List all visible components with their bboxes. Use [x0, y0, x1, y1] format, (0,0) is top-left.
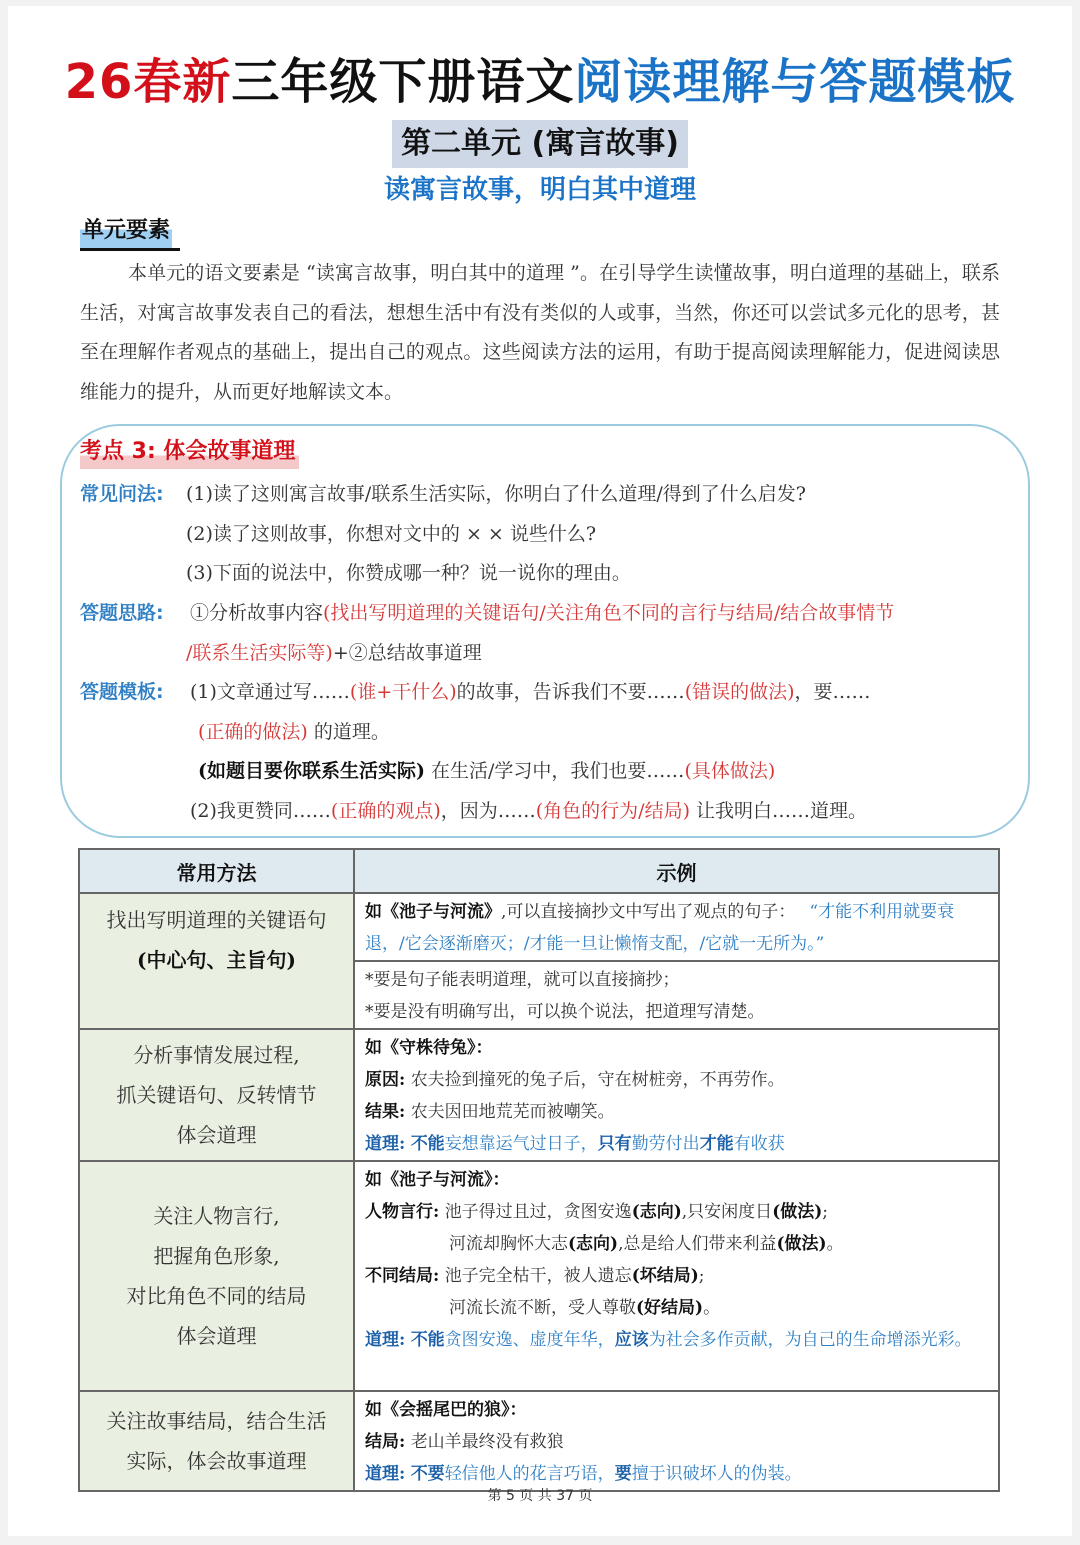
example-quote: “才能不利用就要衰退，/它会逐渐磨灭；/才能一旦让懒惰支配，/它就一无所为。”	[365, 902, 955, 954]
lesson-strong: 不要	[410, 1464, 445, 1484]
example-line	[355, 1228, 998, 1260]
tpl-red: (具体做法)	[684, 760, 776, 782]
label-lesson: 道理:	[365, 1134, 406, 1154]
lesson-text: 贪图安逸、虚度年华，	[444, 1330, 615, 1350]
thinking-detail-cont: /联系生活实际等)	[186, 642, 333, 664]
ending-text: ;	[698, 1266, 705, 1286]
thinking-line-2	[186, 638, 482, 668]
words-tag: (志向)	[631, 1202, 682, 1222]
words-tag: (做法)	[772, 1202, 823, 1222]
method-cell	[79, 893, 354, 1029]
note-1: *要是句子能表明道理，就可以直接摘抄；	[365, 970, 680, 990]
example-cell	[354, 1161, 999, 1391]
thinking-step-1: ①分析故事内容	[190, 602, 324, 624]
tpl-red: (正确的观点)	[330, 800, 441, 822]
method-line: 关注故事结局，结合生活	[106, 1409, 327, 1433]
lesson-strong: 不能	[410, 1330, 445, 1350]
subtitle: 读寓言故事，明白其中道理	[383, 175, 696, 205]
method-cell	[79, 1161, 354, 1391]
words-tag: (做法)	[776, 1234, 827, 1254]
ending-text: 河流长流不断，受人尊敬	[449, 1298, 636, 1318]
method-cell	[79, 1391, 354, 1491]
words-text: 池子得过且过，贪图安逸	[444, 1202, 632, 1222]
lesson-strong: 要	[614, 1464, 632, 1484]
label-lesson: 道理:	[365, 1464, 406, 1484]
header-method: 常用方法	[79, 849, 354, 893]
title-part-3: 阅读理解与答题模板	[574, 54, 1016, 110]
lesson-text: 勤劳付出	[631, 1134, 700, 1154]
lesson-text: 轻信他人的花言巧语，	[444, 1464, 615, 1484]
ending-tag: (好结局)	[636, 1298, 704, 1318]
note-2: *要是没有明确写出，可以换个说法，把道理写清楚。	[365, 1002, 765, 1022]
example-line	[355, 1260, 998, 1292]
page-footer: 第 5 页 共 37 页	[487, 1488, 593, 1504]
method-line: 把握角色形象,	[153, 1244, 280, 1268]
lesson-strong: 应该	[614, 1330, 649, 1350]
table-row	[79, 1391, 999, 1491]
example-desc: ,可以直接摘抄文中写出了观点的句子：	[501, 902, 796, 922]
lesson-text: 擅于识破坏人的伪装。	[631, 1464, 802, 1484]
tpl-red: (错误的做法)	[684, 681, 795, 703]
thinking-detail: (找出写明道理的关键语句/关注角色不同的言行与结局/结合故事情节	[323, 602, 895, 624]
tpl-red: (正确的做法)	[198, 721, 308, 743]
example-cell	[354, 1029, 999, 1161]
page-title	[0, 52, 1080, 112]
thinking-label: 答题思路:	[80, 602, 164, 624]
ending-text: 老山羊最终没有救狼	[410, 1432, 564, 1452]
methods-table	[78, 848, 1000, 1492]
label-ending: 不同结局:	[365, 1266, 440, 1286]
example-title-text: 如《守株待兔》：	[365, 1038, 493, 1058]
question-3: (3)下面的说法中，你赞成哪一种？说一说你的理由。	[186, 562, 631, 584]
words-text: ,总是给人们带来利益	[618, 1234, 777, 1254]
words-tag: (志向)	[568, 1234, 619, 1254]
lesson-strong: 不能	[410, 1134, 445, 1154]
reason-text: 农夫捡到撞死的兔子后，守在树桩旁，不再劳作。	[410, 1070, 785, 1090]
example-title-text: 如《池子与河流》：	[365, 1170, 510, 1190]
method-line: 实际，体会故事道理	[126, 1449, 307, 1473]
table-header-row	[79, 849, 999, 893]
section-heading: 单元要素	[80, 214, 172, 248]
words-text: 。	[826, 1234, 844, 1254]
result-text: 农夫因田地荒芜而被嘲笑。	[410, 1102, 615, 1122]
words-text: ,只安闲度日	[681, 1202, 773, 1222]
words-text: 河流却胸怀大志	[449, 1234, 568, 1254]
tpl-red: (谁+干什么)	[349, 681, 457, 703]
example-cell	[354, 1391, 999, 1491]
lesson-text: 有收获	[733, 1134, 785, 1154]
tpl-text: (2)我更赞同……	[190, 800, 331, 822]
example-line	[355, 1096, 998, 1128]
lesson-text: 妄想靠运气过日子，	[444, 1134, 598, 1154]
example-title-text: 如《会摇尾巴的狼》：	[365, 1400, 527, 1420]
template-line-1	[190, 677, 871, 707]
questions-label: 常见问法:	[80, 483, 164, 505]
tpl-bold: (如题目要你联系生活实际)	[198, 760, 425, 782]
template-line-2	[198, 717, 390, 747]
words-text: ;	[822, 1202, 829, 1222]
tpl-text: ，要……	[794, 681, 871, 703]
tpl-red: (角色的行为/结局)	[535, 800, 690, 822]
thinking-step-2: +②总结故事道理	[332, 642, 482, 664]
lesson-strong: 只有	[597, 1134, 632, 1154]
template-label: 答题模板:	[80, 681, 164, 703]
label-result: 结果:	[365, 1102, 406, 1122]
thinking-line-1	[190, 598, 894, 628]
method-cell	[79, 1029, 354, 1161]
example-line	[355, 1196, 998, 1228]
method-line: 抓关键语句、反转情节	[116, 1083, 317, 1107]
example-line	[355, 1064, 998, 1096]
example-lesson	[355, 1324, 998, 1356]
example-title	[355, 1392, 998, 1426]
question-2: (2)读了这则故事，你想对文中的 × × 说些什么?	[186, 523, 597, 545]
example-title	[355, 1162, 998, 1196]
table-row	[79, 1029, 999, 1161]
method-line: (中心句、主旨句)	[137, 948, 296, 972]
method-line: 对比角色不同的结局	[126, 1284, 307, 1308]
template-line-4	[190, 796, 867, 826]
label-reason: 原因:	[365, 1070, 406, 1090]
tpl-text: 在生活/学习中，我们也要……	[424, 760, 685, 782]
header-example: 示例	[354, 849, 999, 893]
ending-text: 池子完全枯干，被人遗忘	[444, 1266, 632, 1286]
example-cell	[354, 893, 999, 961]
lesson-text: 为社会多作贡献，为自己的生命增添光彩。	[648, 1330, 972, 1350]
example-title: 如《池子与河流》	[365, 902, 501, 922]
method-line: 分析事情发展过程,	[133, 1043, 300, 1067]
example-cell	[354, 961, 999, 1029]
question-1: (1)读了这则寓言故事/联系生活实际，你明白了什么道理/得到了什么启发?	[186, 483, 806, 505]
title-part-1: 26春新	[64, 54, 232, 110]
label-ending: 结局:	[365, 1432, 406, 1452]
method-line: 体会道理	[176, 1324, 257, 1348]
title-part-2: 三年级下册语文	[231, 54, 575, 110]
label-words: 人物言行:	[365, 1202, 440, 1222]
kaodian-title: 考点 3: 体会故事道理	[80, 435, 299, 469]
example-text	[355, 894, 998, 960]
lesson-strong: 才能	[699, 1134, 734, 1154]
tpl-text: ，因为……	[440, 800, 536, 822]
method-line: 体会道理	[176, 1123, 257, 1147]
ending-tag: (坏结局)	[631, 1266, 699, 1286]
template-line-3	[198, 756, 775, 786]
label-lesson: 道理:	[365, 1330, 406, 1350]
method-line: 关注人物言行,	[153, 1204, 280, 1228]
method-line: 找出写明道理的关键语句	[106, 908, 327, 932]
ending-text: 。	[703, 1298, 721, 1318]
table-row	[79, 1161, 999, 1391]
example-line	[355, 1426, 998, 1458]
intro-paragraph: 本单元的语文要素是 “读寓言故事，明白其中的道理 ”。在引导学生读懂故事，明白道理的基础上，联系生活，对寓言故事发表自己的看法，想想生活中有没有类似的人或事，当然，你还可以尝试多元化的思考，甚至在理解作者观点的基础上，提出自己的观点。这些阅读方法的运用，有助于提高阅读理解能力，促进阅读思维能力的提升，从而更好地解读文本。	[80, 262, 1000, 403]
example-lesson	[355, 1128, 998, 1160]
section-underline	[80, 248, 180, 251]
tpl-text: 让我明白……道理。	[690, 800, 868, 822]
tpl-text: 的道理。	[307, 721, 390, 743]
table-row	[79, 893, 999, 961]
tpl-text: (1)文章通过写……	[190, 681, 350, 703]
unit-banner: 第二单元 (寓言故事)	[392, 120, 688, 168]
tpl-text: 的故事，告诉我们不要……	[456, 681, 685, 703]
example-title	[355, 1030, 998, 1064]
example-line	[355, 1292, 998, 1324]
